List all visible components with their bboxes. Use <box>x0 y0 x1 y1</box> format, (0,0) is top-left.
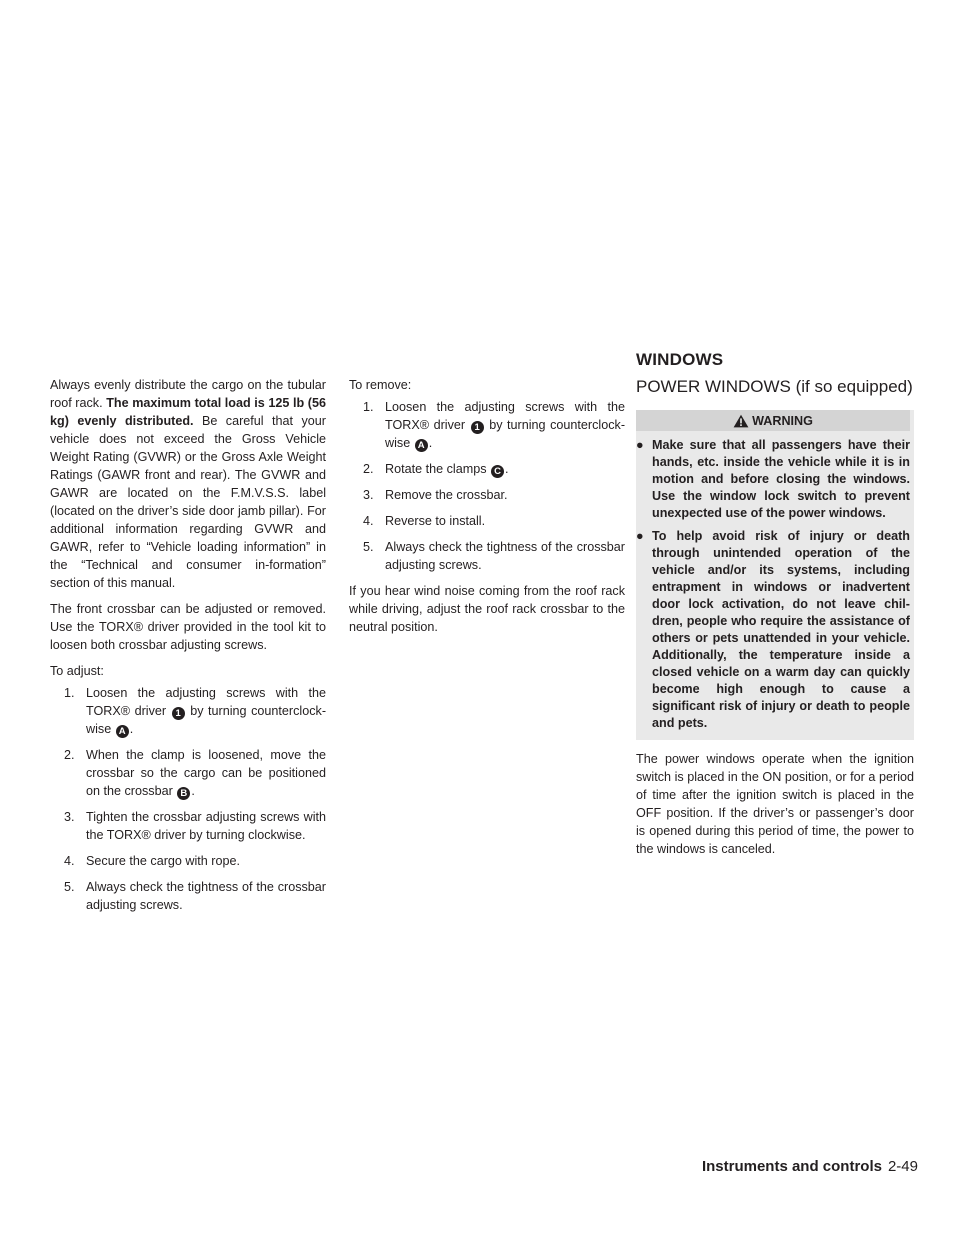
crossbar-paragraph: The front crossbar can be adjusted or removed. Use the TORX® driver provided in the tool kit to loosen both crossbar adjusting screws. <box>50 602 326 652</box>
warning-triangle-icon <box>733 414 749 428</box>
list-item: 5. Always check the tightness of the crossbar adjusting screws. <box>64 880 326 912</box>
list-item: 2. Rotate the clamps C . <box>363 462 509 477</box>
list-item: ● Make sure that all passengers have their hands, etc. inside the vehicle while it is in motion and before closing the windows. Use the window lock switch to prevent unexpected use of the power windows. <box>636 438 910 520</box>
remove-heading: To remove: <box>349 378 412 392</box>
list-item: 5. Always check the tightness of the crossbar adjusting screws. <box>363 540 625 572</box>
cargo-text: Always evenly distribute the cargo on the tubular roof rack. <box>50 378 326 410</box>
column-middle <box>349 376 625 644</box>
page-number: 2-49 <box>887 1158 918 1175</box>
list-item: 3. Tighten the crossbar adjusting screws with the TORX® driver by turning clockwise. <box>64 810 326 842</box>
list-item: 1. Loosen the adjusting screws with the TORX® driver 1 by turning counterclock-wise A . <box>64 686 327 737</box>
warning-box <box>636 410 914 740</box>
callout-a-icon: A <box>116 725 129 738</box>
list-item: ● To help avoid risk of injury or death through unintended operation of the vehicle and/or its systems, including entrapment in windows or inadvertent door lock activation, do not leave chil-dren, people who require the assistance of others or pets unattended in your vehicle. Additionally, the temperature inside a closed vehicle on a warm day can quickly become high enough to cause a significant risk of injury or death to people and pets. <box>636 529 910 730</box>
column-left <box>50 376 326 922</box>
column-right <box>636 376 914 866</box>
section-title: WINDOWS <box>636 350 724 369</box>
bullet-icon: ● <box>636 438 644 452</box>
footer-section-label: Instruments and controls <box>701 1158 882 1175</box>
warning-label: WARNING <box>752 413 813 428</box>
callout-1-icon: 1 <box>172 707 185 720</box>
cargo-paragraph <box>50 376 326 592</box>
bullet-icon: ● <box>636 529 644 543</box>
wind-noise-paragraph: If you hear wind noise coming from the roof rack while driving, adjust the roof rack crossbar to the neutral position. <box>349 584 625 634</box>
list-item: 1. Loosen the adjusting screws with the TORX® driver 1 by turning counterclock-wise A . <box>363 400 626 451</box>
power-windows-paragraph: The power windows operate when the ignition switch is placed in the ON position, or for a period of time after the ignition switch is placed in the OFF position. If the driver’s or passenger’s door is opened during this period of time, the power to the windows is canceled. <box>636 752 914 856</box>
gvwr-text: Be careful that your vehicle does not exceed the Gross Vehicle Weight Rating (GVWR) or the Gross Axle Weight Ratings (GAWR front and rear). The GVWR and GAWR are located on the F.M.V.S.S. label (located on the driver’s side door jamb pillar). For additional information regarding GVWR and GAWR, refer to “Vehicle loading information” in the “Technical and consumer in-formation” section of this manual. <box>50 414 326 590</box>
adjust-steps-list <box>50 684 326 914</box>
remove-steps-list <box>349 398 625 574</box>
callout-c-icon: C <box>491 465 504 478</box>
callout-a-icon: A <box>415 439 428 452</box>
warning-header <box>636 410 910 431</box>
callout-b-icon: B <box>177 787 190 800</box>
list-item: 3. Remove the crossbar. <box>363 488 508 502</box>
warning-list <box>636 437 910 732</box>
adjust-heading: To adjust: <box>50 664 104 678</box>
list-item: 2. When the clamp is loosened, move the crossbar so the cargo can be positioned on the crossbar B . <box>64 748 326 799</box>
callout-1-icon: 1 <box>471 421 484 434</box>
page-footer <box>702 1158 918 1175</box>
list-item: 4. Secure the cargo with rope. <box>64 854 241 868</box>
power-windows-title: POWER WINDOWS (if so equipped) <box>636 377 913 396</box>
list-item: 4. Reverse to install. <box>363 514 486 528</box>
max-load-bold: The maximum total load is 125 lb (56 kg) evenly distributed. <box>50 396 327 428</box>
